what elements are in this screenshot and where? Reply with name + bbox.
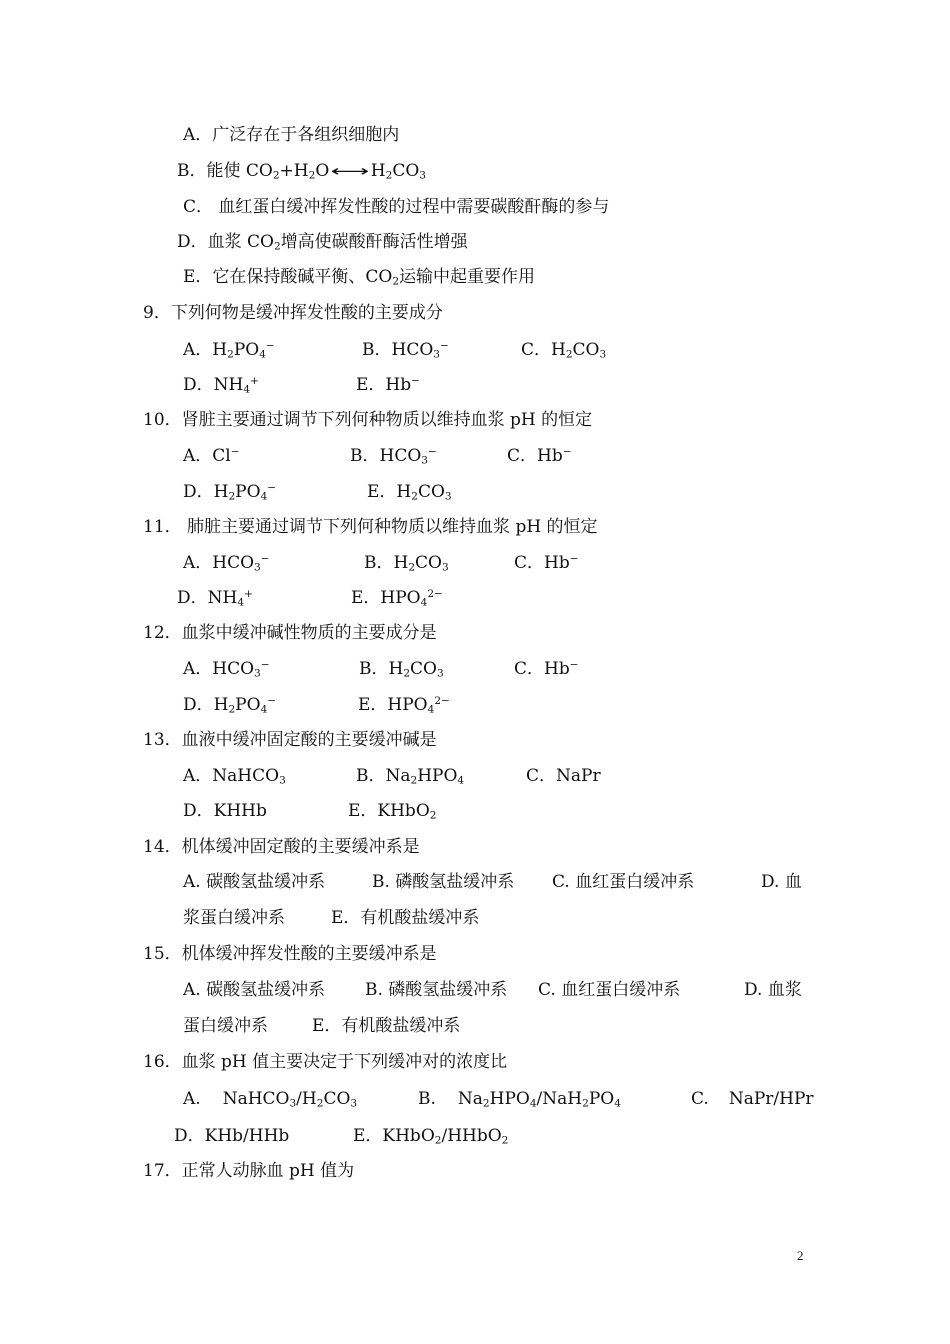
q14-option-d-cont: 浆蛋白缓冲系 bbox=[183, 908, 285, 928]
q11-option-c: C．Hb− bbox=[514, 553, 579, 573]
q10-option-c: C．Hb− bbox=[507, 446, 572, 466]
q9-stem: 9．下列何物是缓冲挥发性酸的主要成分 bbox=[143, 303, 443, 323]
q12-option-c: C．Hb− bbox=[514, 659, 579, 679]
q15-option-b: B. 磷酸氢盐缓冲系 bbox=[365, 980, 508, 1000]
q13-option-c: C．NaPr bbox=[526, 766, 601, 786]
q15-option-a: A. 碳酸氢盐缓冲系 bbox=[183, 980, 326, 1000]
q14-stem: 14．机体缓冲固定酸的主要缓冲系是 bbox=[143, 837, 420, 857]
q9-option-d: D．$NH_4^+$ bbox=[183, 375, 259, 396]
q16-option-b: B. $Na_2HPO_4/NaH_2PO_4$ bbox=[418, 1089, 621, 1110]
q16-option-d: D．KHb/HHb bbox=[174, 1126, 290, 1146]
q12-option-d: D．$H_2PO_4^-$ bbox=[183, 695, 277, 716]
page-number: 2 bbox=[797, 1248, 804, 1263]
q12-stem: 12．血浆中缓冲碱性物质的主要成分是 bbox=[143, 623, 437, 643]
q10-stem: 10．肾脏主要通过调节下列何种物质以维持血浆 pH 的恒定 bbox=[143, 410, 593, 430]
q12-option-a: A．$HCO_3^-$ bbox=[183, 659, 270, 680]
q11-option-e: E．$HPO_4^{2-}$ bbox=[351, 588, 443, 609]
q9-option-c: C．$H_2CO_3$ bbox=[521, 340, 607, 361]
q10-option-e: E．$H_2CO_3$ bbox=[367, 482, 452, 503]
q13-option-d: D．KHHb bbox=[183, 801, 267, 821]
q16-option-a: A. $NaHCO_3/H_2CO_3$ bbox=[183, 1089, 358, 1110]
q15-option-c: C. 血红蛋白缓冲系 bbox=[538, 980, 681, 1000]
q11-option-d: D．$NH_4^+$ bbox=[177, 588, 253, 609]
q11-stem: 11． 肺脏主要通过调节下列何种物质以维持血浆 pH 的恒定 bbox=[143, 517, 598, 537]
q8-option-d: D．血浆 $CO_2$增高使碳酸酐酶活性增强 bbox=[177, 232, 468, 253]
q15-option-d-cont: 蛋白缓冲系 bbox=[183, 1016, 268, 1036]
q9-option-b: B．$HCO_3^-$ bbox=[362, 340, 449, 361]
q9-option-a: A．$H_2PO_4^-$ bbox=[183, 340, 275, 361]
q10-option-d: D．$H_2PO_4^-$ bbox=[183, 482, 277, 503]
q14-option-b: B. 磷酸氢盐缓冲系 bbox=[372, 872, 515, 892]
q13-option-b: B．$Na_2HPO_4$ bbox=[356, 766, 465, 787]
q16-option-e: E．KHbO$_2$/HHbO$_2$ bbox=[353, 1126, 509, 1147]
q13-option-e: E．KHbO$_2$ bbox=[348, 801, 437, 822]
q11-option-b: B．$H_2CO_3$ bbox=[364, 553, 449, 574]
q15-stem: 15．机体缓冲挥发性酸的主要缓冲系是 bbox=[143, 944, 437, 964]
q14-option-d: D. 血 bbox=[761, 872, 802, 892]
q14-option-e: E．有机酸盐缓冲系 bbox=[331, 908, 480, 928]
q13-option-a: A．NaHCO$_3$ bbox=[183, 766, 286, 787]
reversible-arrow-icon: ⟷ bbox=[330, 162, 370, 180]
q10-option-b: B．$HCO_3^-$ bbox=[350, 446, 437, 467]
q8-option-c: C． 血红蛋白缓冲挥发性酸的过程中需要碳酸酐酶的参与 bbox=[183, 197, 610, 217]
q9-option-e: E．Hb− bbox=[356, 375, 420, 395]
q12-option-b: B．$H_2CO_3$ bbox=[359, 659, 444, 680]
q17-stem: 17．正常人动脉血 pH 值为 bbox=[143, 1161, 355, 1181]
q16-option-c: C. NaPr/HPr bbox=[691, 1089, 814, 1109]
q8-option-a: A．广泛存在于各组织细胞内 bbox=[183, 125, 400, 145]
q8-option-b: B．能使 $CO_2+H_2O⟷H_2CO_3$ bbox=[177, 161, 426, 182]
q12-option-e: E．$HPO_4^{2-}$ bbox=[358, 695, 450, 716]
q11-option-a: A．$HCO_3^-$ bbox=[183, 553, 270, 574]
q8-option-e: E．它在保持酸碱平衡、$CO_2$运输中起重要作用 bbox=[183, 267, 536, 288]
q14-option-a: A. 碳酸氢盐缓冲系 bbox=[183, 872, 326, 892]
q13-stem: 13．血液中缓冲固定酸的主要缓冲碱是 bbox=[143, 730, 437, 750]
q15-option-d: D. 血浆 bbox=[744, 980, 802, 1000]
q16-stem: 16．血浆 pH 值主要决定于下列缓冲对的浓度比 bbox=[143, 1052, 508, 1072]
q10-option-a: A．Cl− bbox=[183, 446, 240, 466]
q15-option-e: E．有机酸盐缓冲系 bbox=[312, 1016, 461, 1036]
q14-option-c: C. 血红蛋白缓冲系 bbox=[552, 872, 695, 892]
